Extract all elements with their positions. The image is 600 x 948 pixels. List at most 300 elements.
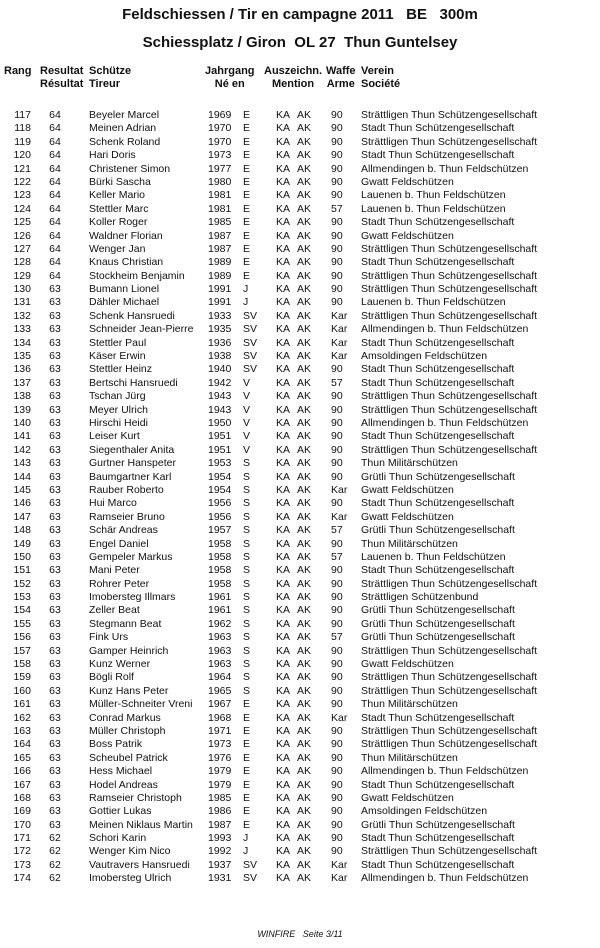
- score-cell: 63: [49, 537, 61, 550]
- rank-cell: 129: [13, 269, 31, 282]
- club-cell: Strättligen Thun Schützengesellschaft: [361, 845, 538, 858]
- rank-cell: 172: [13, 845, 31, 858]
- weapon-cell: 90: [331, 122, 343, 135]
- score-cell: 62: [49, 872, 61, 885]
- birth-year-cell: 1935: [208, 323, 232, 336]
- category-cell: S: [243, 631, 251, 644]
- award-cell: KA: [276, 671, 291, 684]
- award-ak-cell: AK: [297, 537, 312, 550]
- category-cell: E: [243, 122, 251, 135]
- birth-year-cell: 1953: [208, 457, 232, 470]
- table-row: [0, 163, 600, 176]
- award-ak-cell: AK: [297, 283, 312, 296]
- weapon-cell: 90: [331, 416, 343, 429]
- table-row: [0, 779, 600, 792]
- category-cell: V: [243, 416, 251, 429]
- award-cell: KA: [276, 149, 291, 162]
- award-ak-cell: AK: [297, 832, 312, 845]
- rank-cell: 174: [13, 872, 31, 885]
- category-cell: S: [243, 550, 251, 563]
- shooter-name-cell: Leiser Kurt: [89, 430, 140, 443]
- header-schuetze: Schütze Tireur: [89, 65, 132, 90]
- shooter-name-cell: Knaus Christian: [89, 256, 164, 269]
- club-cell: Amsoldingen Feldschützen: [361, 350, 488, 363]
- score-cell: 64: [49, 109, 61, 121]
- table-row: [0, 604, 600, 617]
- weapon-cell: 90: [331, 443, 343, 456]
- rank-cell: 150: [13, 550, 31, 563]
- category-cell: S: [243, 658, 251, 671]
- club-cell: Stadt Thun Schützengesellschaft: [361, 363, 515, 376]
- table-row: [0, 631, 600, 644]
- award-cell: KA: [276, 510, 291, 523]
- page-subtitle: Schiessplatz / Giron OL 27 Thun Guntelsey: [142, 34, 458, 51]
- category-cell: E: [243, 698, 251, 711]
- rank-cell: 134: [13, 336, 31, 349]
- category-cell: E: [243, 216, 251, 229]
- shooter-name-cell: Ramseier Bruno: [89, 510, 165, 523]
- birth-year-cell: 1973: [208, 738, 232, 751]
- club-cell: Strättligen Thun Schützengesellschaft: [361, 135, 538, 148]
- award-ak-cell: AK: [297, 765, 312, 778]
- club-cell: Gwatt Feldschützen: [361, 229, 454, 242]
- award-ak-cell: AK: [297, 269, 312, 282]
- rank-cell: 119: [14, 135, 31, 148]
- rank-cell: 145: [13, 483, 31, 496]
- weapon-cell: 90: [331, 684, 343, 697]
- weapon-cell: 90: [331, 363, 343, 376]
- rank-cell: 133: [13, 323, 31, 336]
- score-cell: 63: [49, 323, 61, 336]
- category-cell: SV: [243, 872, 258, 885]
- birth-year-cell: 1970: [208, 135, 232, 148]
- weapon-cell: 90: [331, 537, 343, 550]
- club-cell: Stadt Thun Schützengesellschaft: [361, 778, 515, 791]
- award-ak-cell: AK: [297, 202, 312, 215]
- shooter-name-cell: Keller Mario: [89, 189, 146, 202]
- weapon-cell: 90: [331, 765, 343, 778]
- award-ak-cell: AK: [297, 738, 312, 751]
- score-cell: 63: [49, 483, 61, 496]
- table-row: [0, 109, 600, 122]
- table-row: [0, 189, 600, 202]
- rank-cell: 144: [13, 470, 31, 483]
- table-row: [0, 323, 600, 336]
- category-cell: V: [243, 403, 251, 416]
- award-cell: KA: [276, 684, 291, 697]
- award-ak-cell: AK: [297, 564, 312, 577]
- category-cell: E: [243, 805, 251, 818]
- award-ak-cell: AK: [297, 189, 312, 202]
- category-cell: E: [243, 791, 251, 804]
- award-cell: KA: [276, 524, 291, 537]
- shooter-name-cell: Conrad Markus: [89, 711, 161, 724]
- category-cell: E: [243, 256, 251, 269]
- club-cell: Strättligen Thun Schützengesellschaft: [361, 390, 538, 403]
- birth-year-cell: 1938: [208, 350, 232, 363]
- birth-year-cell: 1954: [208, 470, 232, 483]
- category-cell: S: [243, 483, 251, 496]
- rank-cell: 170: [13, 818, 31, 831]
- table-row: [0, 725, 600, 738]
- club-cell: Allmendingen b. Thun Feldschützen: [361, 323, 529, 336]
- award-ak-cell: AK: [297, 684, 312, 697]
- shooter-name-cell: Gamper Heinrich: [89, 644, 169, 657]
- rank-cell: 156: [13, 631, 31, 644]
- rank-cell: 146: [13, 497, 31, 510]
- club-cell: Gwatt Feldschützen: [361, 175, 454, 188]
- weapon-cell: 90: [331, 216, 343, 229]
- score-cell: 63: [49, 390, 61, 403]
- category-cell: S: [243, 524, 251, 537]
- award-ak-cell: AK: [297, 791, 312, 804]
- club-cell: Stadt Thun Schützengesellschaft: [361, 149, 515, 162]
- birth-year-cell: 1979: [208, 778, 232, 791]
- birth-year-cell: 1936: [208, 336, 232, 349]
- award-ak-cell: AK: [297, 470, 312, 483]
- rank-cell: 140: [13, 416, 31, 429]
- award-ak-cell: AK: [297, 778, 312, 791]
- category-cell: J: [243, 296, 249, 309]
- club-cell: Thun Militärschützen: [361, 537, 458, 550]
- rank-cell: 143: [13, 457, 31, 470]
- club-cell: Grütli Thun Schützengesellschaft: [361, 470, 515, 483]
- rank-cell: 166: [13, 765, 31, 778]
- weapon-cell: Kar: [331, 323, 348, 336]
- category-cell: S: [243, 457, 251, 470]
- club-cell: Thun Militärschützen: [361, 457, 458, 470]
- award-cell: KA: [276, 283, 291, 296]
- birth-year-cell: 1991: [208, 283, 232, 296]
- birth-year-cell: 1951: [208, 430, 232, 443]
- category-cell: E: [243, 242, 251, 255]
- shooter-name-cell: Bumann Lionel: [89, 283, 160, 296]
- award-cell: KA: [276, 858, 291, 871]
- score-cell: 63: [49, 765, 61, 778]
- table-row: [0, 430, 600, 443]
- shooter-name-cell: Rauber Roberto: [89, 483, 164, 496]
- category-cell: SV: [243, 323, 258, 336]
- score-cell: 63: [49, 564, 61, 577]
- score-cell: 63: [49, 283, 61, 296]
- category-cell: E: [243, 738, 251, 751]
- award-cell: KA: [276, 296, 291, 309]
- weapon-cell: 90: [331, 591, 343, 604]
- weapon-cell: 57: [331, 550, 343, 563]
- table-row: [0, 698, 600, 711]
- award-ak-cell: AK: [297, 483, 312, 496]
- weapon-cell: 90: [331, 135, 343, 148]
- shooter-name-cell: Hirschi Heidi: [89, 416, 148, 429]
- award-cell: KA: [276, 323, 291, 336]
- birth-year-cell: 1937: [208, 858, 232, 871]
- award-cell: KA: [276, 631, 291, 644]
- shooter-name-cell: Baumgartner Karl: [89, 470, 172, 483]
- table-row: [0, 712, 600, 725]
- award-ak-cell: AK: [297, 631, 312, 644]
- table-row: [0, 497, 600, 510]
- award-cell: KA: [276, 242, 291, 255]
- shooter-name-cell: Rohrer Peter: [89, 577, 150, 590]
- category-cell: V: [243, 376, 251, 389]
- rank-cell: 118: [14, 122, 31, 135]
- results-table: [0, 109, 600, 886]
- award-cell: KA: [276, 872, 291, 885]
- category-cell: S: [243, 591, 251, 604]
- club-cell: Lauenen b. Thun Feldschützen: [361, 189, 506, 202]
- birth-year-cell: 1963: [208, 631, 232, 644]
- category-cell: S: [243, 617, 251, 630]
- club-cell: Allmendingen b. Thun Feldschützen: [361, 162, 529, 175]
- shooter-name-cell: Stettler Marc: [89, 202, 149, 215]
- rank-cell: 155: [13, 617, 31, 630]
- club-cell: Stadt Thun Schützengesellschaft: [361, 376, 515, 389]
- birth-year-cell: 1951: [208, 443, 232, 456]
- category-cell: J: [243, 845, 249, 858]
- category-cell: V: [243, 390, 251, 403]
- weapon-cell: Kar: [331, 309, 348, 322]
- table-row: [0, 444, 600, 457]
- table-row: [0, 645, 600, 658]
- award-ak-cell: AK: [297, 524, 312, 537]
- weapon-cell: 90: [331, 644, 343, 657]
- page-title: Feldschiessen / Tir en campagne 2011 BE 300m: [122, 6, 478, 23]
- club-cell: Strättligen Thun Schützengesellschaft: [361, 644, 538, 657]
- award-cell: KA: [276, 350, 291, 363]
- weapon-cell: 90: [331, 497, 343, 510]
- score-cell: 63: [49, 711, 61, 724]
- shooter-name-cell: Kunz Werner: [89, 658, 151, 671]
- rank-cell: 165: [13, 751, 31, 764]
- rank-cell: 130: [13, 283, 31, 296]
- category-cell: E: [243, 229, 251, 242]
- rank-cell: 117: [14, 109, 31, 121]
- table-row: [0, 524, 600, 537]
- club-cell: Lauenen b. Thun Feldschützen: [361, 202, 506, 215]
- award-cell: KA: [276, 832, 291, 845]
- club-cell: Strättligen Thun Schützengesellschaft: [361, 242, 538, 255]
- score-cell: 64: [49, 256, 61, 269]
- award-ak-cell: AK: [297, 858, 312, 871]
- shooter-name-cell: Schenk Roland: [89, 135, 161, 148]
- club-cell: Stadt Thun Schützengesellschaft: [361, 336, 515, 349]
- shooter-name-cell: Hess Michael: [89, 765, 153, 778]
- shooter-name-cell: Vautravers Hansruedi: [89, 858, 190, 871]
- award-ak-cell: AK: [297, 577, 312, 590]
- club-cell: Strättligen Thun Schützengesellschaft: [361, 671, 538, 684]
- birth-year-cell: 1942: [208, 376, 232, 389]
- score-cell: 63: [49, 644, 61, 657]
- award-cell: KA: [276, 698, 291, 711]
- award-ak-cell: AK: [297, 390, 312, 403]
- shooter-name-cell: Dähler Michael: [89, 296, 160, 309]
- award-ak-cell: AK: [297, 350, 312, 363]
- weapon-cell: 90: [331, 577, 343, 590]
- table-row: [0, 176, 600, 189]
- rank-cell: 157: [13, 644, 31, 657]
- club-cell: Strättligen Thun Schützengesellschaft: [361, 443, 538, 456]
- birth-year-cell: 1965: [208, 684, 232, 697]
- table-row: [0, 363, 600, 376]
- award-ak-cell: AK: [297, 363, 312, 376]
- category-cell: J: [243, 283, 249, 296]
- header-verein: Verein Société: [361, 65, 401, 90]
- weapon-cell: Kar: [331, 872, 348, 885]
- birth-year-cell: 1950: [208, 416, 232, 429]
- rank-cell: 173: [13, 858, 31, 871]
- shooter-name-cell: Christener Simon: [89, 162, 171, 175]
- birth-year-cell: 1985: [208, 791, 232, 804]
- award-cell: KA: [276, 189, 291, 202]
- club-cell: Grütli Thun Schützengesellschaft: [361, 631, 515, 644]
- score-cell: 63: [49, 470, 61, 483]
- shooter-name-cell: Zeller Beat: [89, 604, 140, 617]
- weapon-cell: 90: [331, 162, 343, 175]
- club-cell: Gwatt Feldschützen: [361, 483, 454, 496]
- birth-year-cell: 1977: [208, 162, 232, 175]
- shooter-name-cell: Stettler Paul: [89, 336, 147, 349]
- rank-cell: 171: [13, 832, 31, 845]
- award-ak-cell: AK: [297, 122, 312, 135]
- weapon-cell: 90: [331, 109, 343, 121]
- table-row: [0, 859, 600, 872]
- shooter-name-cell: Schori Karin: [89, 832, 147, 845]
- birth-year-cell: 1931: [208, 872, 232, 885]
- score-cell: 63: [49, 604, 61, 617]
- table-row: [0, 296, 600, 309]
- club-cell: Strättligen Thun Schützengesellschaft: [361, 738, 538, 751]
- weapon-cell: 90: [331, 658, 343, 671]
- award-cell: KA: [276, 537, 291, 550]
- rank-cell: 153: [13, 591, 31, 604]
- birth-year-cell: 1987: [208, 229, 232, 242]
- category-cell: SV: [243, 858, 258, 871]
- award-cell: KA: [276, 497, 291, 510]
- weapon-cell: 90: [331, 818, 343, 831]
- score-cell: 63: [49, 577, 61, 590]
- award-ak-cell: AK: [297, 162, 312, 175]
- birth-year-cell: 1943: [208, 390, 232, 403]
- category-cell: E: [243, 135, 251, 148]
- award-ak-cell: AK: [297, 644, 312, 657]
- shooter-name-cell: Beyeler Marcel: [89, 109, 160, 121]
- table-row: [0, 230, 600, 243]
- award-cell: KA: [276, 202, 291, 215]
- category-cell: S: [243, 497, 251, 510]
- category-cell: E: [243, 175, 251, 188]
- birth-year-cell: 1943: [208, 403, 232, 416]
- club-cell: Allmendingen b. Thun Feldschützen: [361, 872, 529, 885]
- score-cell: 63: [49, 376, 61, 389]
- weapon-cell: 90: [331, 751, 343, 764]
- table-row: [0, 149, 600, 162]
- award-ak-cell: AK: [297, 872, 312, 885]
- shooter-name-cell: Bögli Rolf: [89, 671, 134, 684]
- rank-cell: 158: [13, 658, 31, 671]
- shooter-name-cell: Scheubel Patrick: [89, 751, 168, 764]
- club-cell: Strättligen Thun Schützengesellschaft: [361, 109, 538, 121]
- category-cell: S: [243, 577, 251, 590]
- weapon-cell: Kar: [331, 483, 348, 496]
- award-cell: KA: [276, 604, 291, 617]
- score-cell: 64: [49, 229, 61, 242]
- score-cell: 63: [49, 617, 61, 630]
- table-row: [0, 671, 600, 684]
- shooter-name-cell: Gempeler Markus: [89, 550, 173, 563]
- shooter-name-cell: Imobersteg Ulrich: [89, 872, 172, 885]
- table-row: [0, 551, 600, 564]
- club-cell: Strättligen Thun Schützengesellschaft: [361, 577, 538, 590]
- award-ak-cell: AK: [297, 296, 312, 309]
- weapon-cell: 90: [331, 845, 343, 858]
- category-cell: S: [243, 604, 251, 617]
- shooter-name-cell: Fink Urs: [89, 631, 129, 644]
- club-cell: Stadt Thun Schützengesellschaft: [361, 564, 515, 577]
- award-ak-cell: AK: [297, 510, 312, 523]
- table-row: [0, 350, 600, 363]
- club-cell: Gwatt Feldschützen: [361, 791, 454, 804]
- club-cell: Grütli Thun Schützengesellschaft: [361, 604, 515, 617]
- table-row: [0, 685, 600, 698]
- weapon-cell: 57: [331, 631, 343, 644]
- table-row: [0, 484, 600, 497]
- weapon-cell: 90: [331, 229, 343, 242]
- birth-year-cell: 1961: [208, 604, 232, 617]
- shooter-name-cell: Schenk Hansruedi: [89, 309, 175, 322]
- club-cell: Grütli Thun Schützengesellschaft: [361, 617, 515, 630]
- table-row: [0, 243, 600, 256]
- award-ak-cell: AK: [297, 416, 312, 429]
- category-cell: E: [243, 149, 251, 162]
- weapon-cell: 90: [331, 256, 343, 269]
- category-cell: S: [243, 684, 251, 697]
- club-cell: Stadt Thun Schützengesellschaft: [361, 832, 515, 845]
- rank-cell: 126: [13, 229, 31, 242]
- award-ak-cell: AK: [297, 658, 312, 671]
- score-cell: 62: [49, 845, 61, 858]
- award-cell: KA: [276, 751, 291, 764]
- award-ak-cell: AK: [297, 135, 312, 148]
- rank-cell: 147: [13, 510, 31, 523]
- score-cell: 63: [49, 550, 61, 563]
- score-cell: 63: [49, 430, 61, 443]
- shooter-name-cell: Wenger Kim Nico: [89, 845, 171, 858]
- category-cell: S: [243, 671, 251, 684]
- award-ak-cell: AK: [297, 430, 312, 443]
- award-ak-cell: AK: [297, 229, 312, 242]
- rank-cell: 137: [13, 376, 31, 389]
- award-ak-cell: AK: [297, 617, 312, 630]
- table-row: [0, 805, 600, 818]
- rank-cell: 163: [13, 724, 31, 737]
- club-cell: Stadt Thun Schützengesellschaft: [361, 430, 515, 443]
- score-cell: 63: [49, 591, 61, 604]
- weapon-cell: 90: [331, 390, 343, 403]
- score-cell: 64: [49, 216, 61, 229]
- birth-year-cell: 1991: [208, 296, 232, 309]
- award-ak-cell: AK: [297, 698, 312, 711]
- score-cell: 63: [49, 751, 61, 764]
- score-cell: 63: [49, 457, 61, 470]
- award-ak-cell: AK: [297, 242, 312, 255]
- shooter-name-cell: Engel Daniel: [89, 537, 149, 550]
- award-ak-cell: AK: [297, 711, 312, 724]
- birth-year-cell: 1958: [208, 577, 232, 590]
- club-cell: Strättligen Thun Schützengesellschaft: [361, 309, 538, 322]
- table-row: [0, 872, 600, 885]
- score-cell: 63: [49, 510, 61, 523]
- rank-cell: 132: [13, 309, 31, 322]
